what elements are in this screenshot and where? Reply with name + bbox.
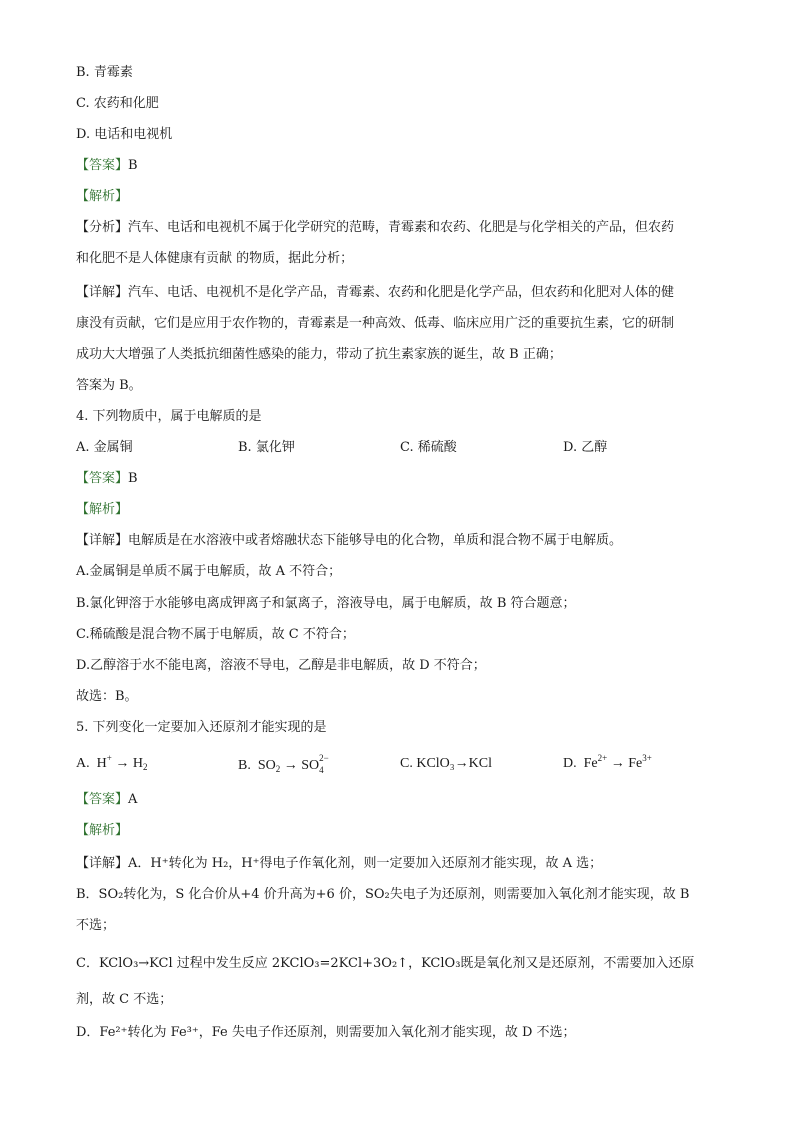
q4-line-b: B.氯化钾溶于水能够电离成钾离子和氯离子，溶液导电，属于电解质，故 B 符合题意； <box>76 596 576 611</box>
fenxi-line-1 <box>76 219 674 237</box>
q5-detail-b-2: 不选； <box>76 918 116 933</box>
option-b: B. 青霉素 <box>76 65 133 80</box>
q4-option-b: B. 氯化钾 <box>238 440 295 455</box>
option-d: D. 电话和电视机 <box>76 127 173 142</box>
option-c: C. 农药和化肥 <box>76 96 159 111</box>
q5-option-d: D. $Fe^{2+} \to Fe^{3+}$ <box>563 753 652 771</box>
q4-answer-tag: 【答案】 <box>76 471 129 486</box>
q4-line-c: C.稀硫酸是混合物不属于电解质，故 C 不符合； <box>76 627 355 642</box>
q5-option-c: C. KClO₃→KCl <box>400 756 493 771</box>
q4-option-c: C. 稀硫酸 <box>400 440 457 455</box>
fenxi-text-1: 汽车、电话和电视机不属于化学研究的范畴，青霉素和农药、化肥是与化学相关的产品，但农药 <box>128 220 675 235</box>
q4-analysis-line <box>76 501 128 519</box>
q5-answer-line <box>76 791 137 809</box>
analysis-tag: 【解析】 <box>76 189 129 204</box>
q5-detail-c-1: C．KClO₃→KCl 过程中发生反应 2KClO₃=2KCl+3O₂↑，KClO₃既是氧化剂又是还原剂，不需要加入还原 <box>76 956 695 971</box>
q4-option-d: D. 乙醇 <box>563 440 608 455</box>
q4-answer-line <box>76 470 138 488</box>
q5-answer-value: A <box>128 792 138 807</box>
q5-detail-b-1: B．SO₂转化为，S 化合价从+4 价升高为+6 价，SO₂失电子为还原剂，则需要加入氧化剂才能实现，故 B <box>76 887 690 902</box>
analysis-line <box>76 188 128 206</box>
q4-detail-line-1 <box>76 532 622 550</box>
q5-option-b: B. $SO_2$ → SO 2− 4 <box>238 753 329 775</box>
q5-detail-a-text: A．H⁺转化为 H₂，H⁺得电子作氧化剂，则一定要加入还原剂才能实现，故 A 选； <box>128 856 603 871</box>
q4-detail-tag: 【详解】 <box>76 533 129 548</box>
q4-line-a: A.金属铜是单质不属于电解质，故 A 不符合； <box>76 564 342 579</box>
q5-detail-a <box>76 855 602 873</box>
detail-line-1 <box>76 284 674 302</box>
q5-detail-d-1: D．Fe²⁺转化为 Fe³⁺，Fe 失电子作还原剂，则需要加入氧化剂才能实现，故 D 不选； <box>76 1025 576 1040</box>
answer-value: B <box>128 158 138 173</box>
q5-detail-c-2: 剂，故 C 不选； <box>76 992 173 1007</box>
q4-analysis-tag: 【解析】 <box>76 502 129 517</box>
q4-line-d: D.乙醇溶于水不能电离，溶液不导电，乙醇是非电解质，故 D 不符合； <box>76 658 486 673</box>
answer-line <box>76 157 138 175</box>
detail-tag: 【详解】 <box>76 285 129 300</box>
q5-option-a-label: A. <box>76 756 90 771</box>
detail-line-2: 康没有贡献，它们是应用于农作物的，青霉素是一种高效、低毒、临床应用广泛的重要抗生素，它的研制 <box>76 316 675 331</box>
q4-detail-text-1: 电解质是在水溶液中或者熔融状态下能够导电的化合物，单质和混合物不属于电解质。 <box>128 533 623 548</box>
q5-analysis-tag: 【解析】 <box>76 823 129 838</box>
q5-analysis-line <box>76 822 128 840</box>
q5-option-d-label: D. <box>563 756 577 771</box>
answer-tag: 【答案】 <box>76 158 129 173</box>
q5-detail-tag: 【详解】 <box>76 856 129 871</box>
q5-stem: 5. 下列变化一定要加入还原剂才能实现的是 <box>76 720 327 735</box>
q5-option-a: A. $H^+ \to H_2$ <box>76 753 148 772</box>
detail-line-3: 成功大大增强了人类抵抗细菌性感染的能力，带动了抗生素家族的诞生，故 B 正确； <box>76 347 562 362</box>
q4-answer-value: B <box>128 471 138 486</box>
q4-option-a: A. 金属铜 <box>76 440 133 455</box>
q5-answer-tag: 【答案】 <box>76 792 129 807</box>
detail-text-1: 汽车、电话、电视机不是化学产品，青霉素、农药和化肥是化学产品，但农药和化肥对人体的健 <box>128 285 675 300</box>
q4-stem: 4. 下列物质中，属于电解质的是 <box>76 409 262 424</box>
q5-option-b-label: B. <box>238 758 251 773</box>
conclusion-line: 答案为 B。 <box>76 378 142 393</box>
fenxi-line-2: 和化肥不是人体健康有贡献 的物质，据此分析； <box>76 251 354 266</box>
fenxi-tag: 【分析】 <box>76 220 129 235</box>
q4-conclusion: 故选：B。 <box>76 689 138 704</box>
